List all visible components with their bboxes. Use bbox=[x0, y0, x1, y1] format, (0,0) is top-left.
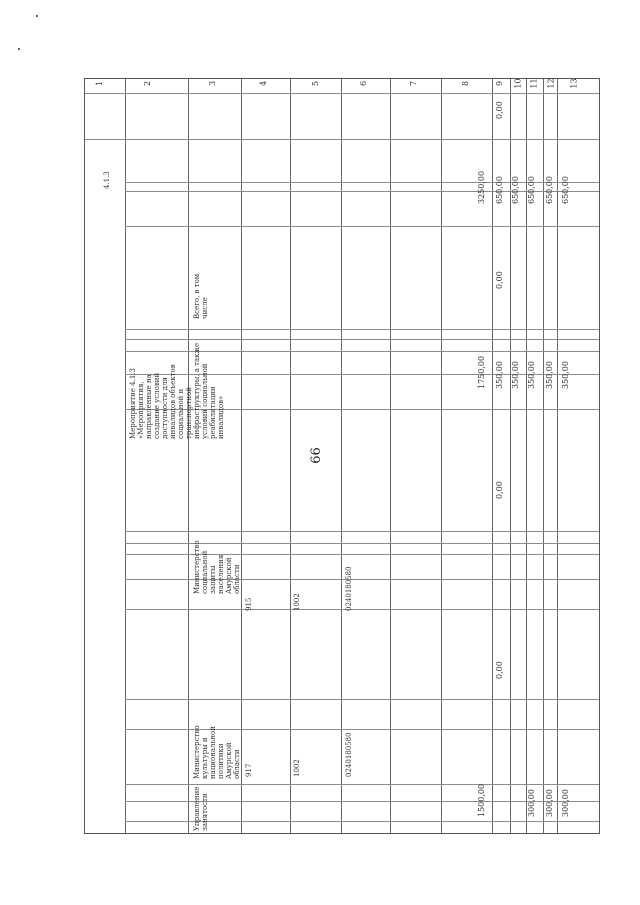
scan-speck bbox=[18, 48, 20, 50]
value: 1500,00 bbox=[477, 783, 486, 817]
value: 3250,00 bbox=[477, 170, 486, 204]
col-num: 8 bbox=[461, 80, 471, 87]
col-num: 4 bbox=[259, 80, 269, 87]
col-num: 12 bbox=[546, 78, 556, 89]
value: 1750,00 bbox=[477, 355, 486, 389]
col-num: 11 bbox=[529, 78, 539, 89]
scan-speck bbox=[36, 15, 38, 17]
col-num: 3 bbox=[208, 80, 218, 87]
value: 350,00 bbox=[545, 361, 554, 389]
rz-code: 1002 bbox=[293, 593, 301, 611]
grbs-code: 917 bbox=[245, 763, 253, 777]
value: 650,00 bbox=[511, 176, 520, 204]
value: 350,00 bbox=[527, 361, 536, 389]
col-num: 2 bbox=[143, 80, 153, 87]
col-num: 13 bbox=[569, 78, 579, 89]
grbs-code: 915 bbox=[245, 597, 253, 611]
zero-value: 0,00 bbox=[495, 101, 504, 119]
col-num: 6 bbox=[359, 80, 369, 87]
col-num: 7 bbox=[409, 80, 419, 87]
measure-text: Мероприятие 4.1.3 «Мероприятия, направленные на создание условий доступности для инвалидов объектов социальной и транспортной инфраструктуры, а также условий социальной реабилитации инвалидов» bbox=[129, 342, 225, 439]
value: 350,00 bbox=[511, 361, 520, 389]
zero-value: 0,00 bbox=[495, 481, 504, 499]
zero-value: 0,00 bbox=[495, 661, 504, 679]
value: 650,00 bbox=[495, 176, 504, 204]
col-num: 9 bbox=[495, 80, 505, 87]
value: 350,00 bbox=[495, 361, 504, 389]
total-label: Всего, в том числе bbox=[193, 273, 209, 319]
value: 350,00 bbox=[561, 361, 570, 389]
ministry-social: Министерство социальной защиты населения Амурской области bbox=[193, 540, 241, 594]
rz-code: 1002 bbox=[293, 759, 301, 777]
value: 650,00 bbox=[545, 176, 554, 204]
zero-value: 0,00 bbox=[495, 271, 504, 289]
value: 300,00 bbox=[545, 789, 554, 817]
employment-office: Управление занятости bbox=[193, 786, 209, 831]
value: 650,00 bbox=[561, 176, 570, 204]
section-code: 4.1.3 bbox=[103, 171, 111, 189]
col-num: 5 bbox=[311, 80, 321, 87]
value: 650,00 bbox=[527, 176, 536, 204]
col-num: 10 bbox=[513, 78, 523, 89]
csr-code: 0240180580 bbox=[345, 732, 353, 777]
value: 300,00 bbox=[527, 789, 536, 817]
page-number: 66 bbox=[308, 447, 324, 464]
budget-table bbox=[84, 78, 600, 834]
col-num: 1 bbox=[95, 80, 105, 87]
csr-code: 0240180580 bbox=[345, 566, 353, 611]
ministry-culture: Министерство культуры и национальной политики Амурской области bbox=[193, 725, 241, 779]
value: 300,00 bbox=[561, 789, 570, 817]
